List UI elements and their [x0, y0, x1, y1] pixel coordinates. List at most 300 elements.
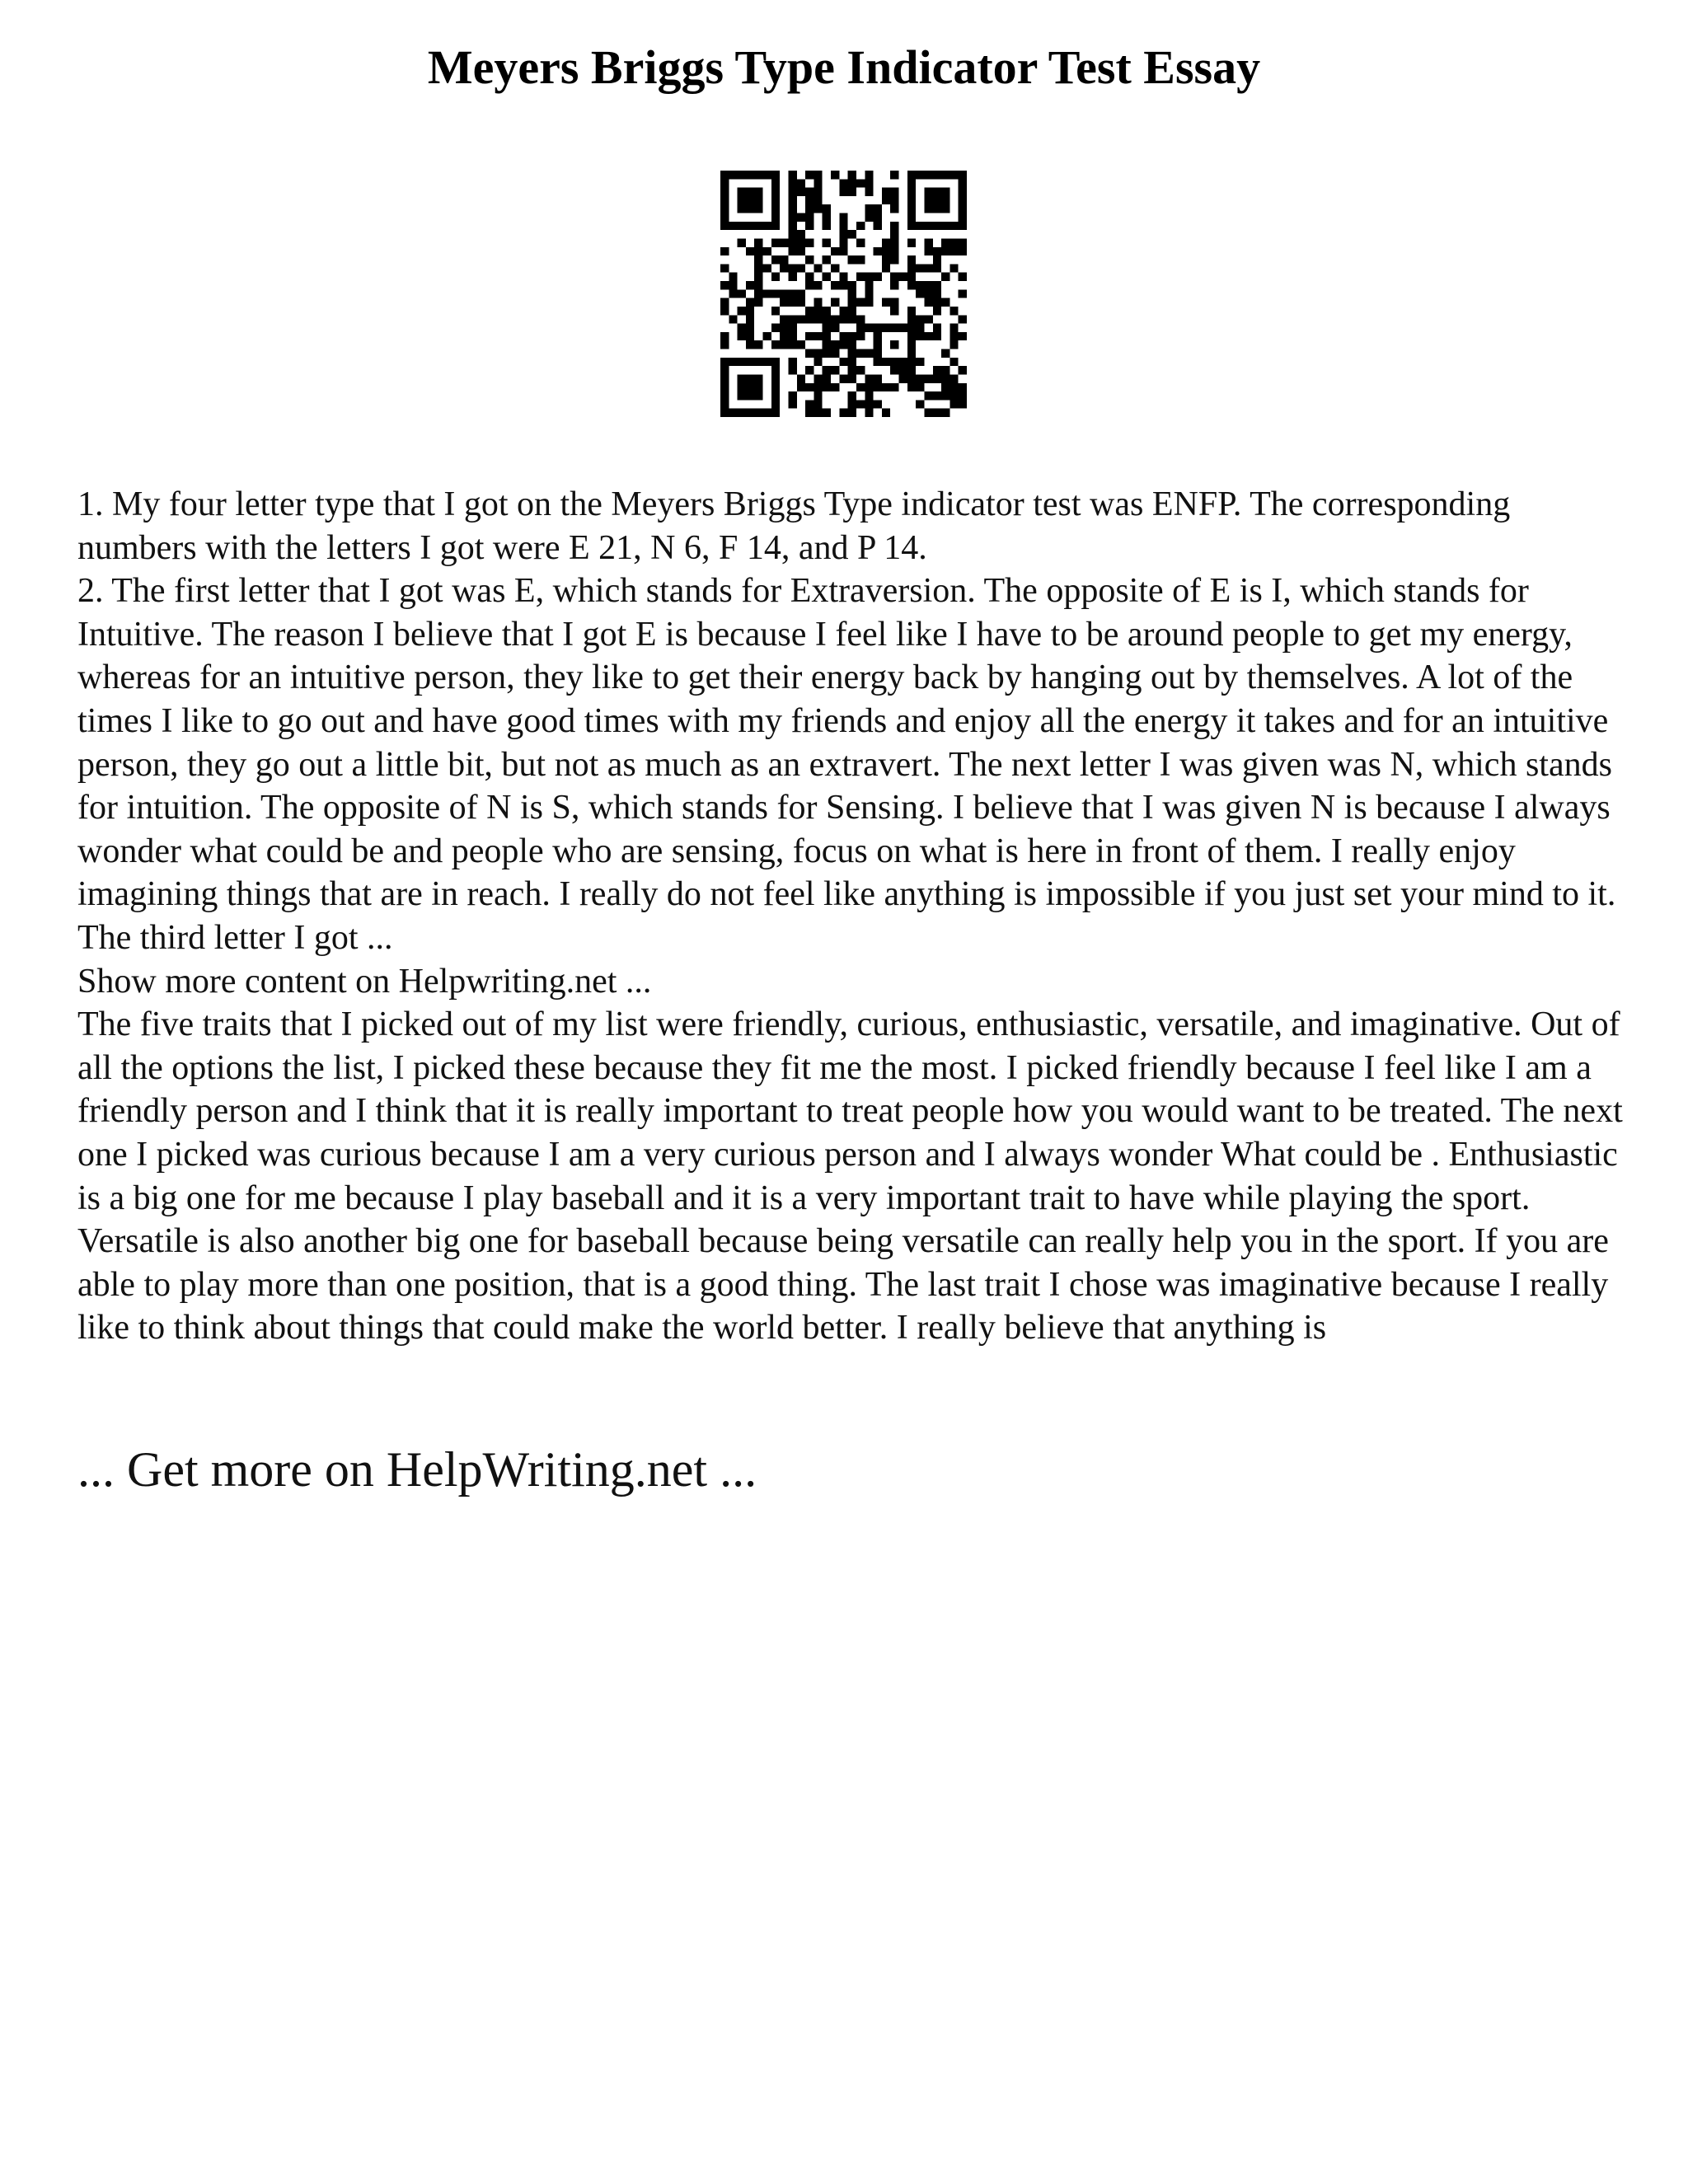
qr-module: [788, 324, 796, 332]
qr-module: [738, 391, 746, 400]
qr-module: [788, 298, 796, 307]
qr-module: [848, 289, 856, 298]
qr-module: [780, 289, 788, 298]
qr-module: [848, 171, 856, 179]
qr-module: [959, 238, 967, 246]
qr-module: [941, 366, 950, 374]
qr-module: [771, 358, 780, 366]
qr-module: [805, 400, 814, 408]
qr-module: [831, 171, 839, 179]
qr-module: [720, 204, 729, 213]
qr-module: [746, 188, 754, 196]
qr-module: [780, 315, 788, 323]
qr-module: [959, 171, 967, 179]
qr-module: [856, 238, 865, 246]
qr-module: [729, 409, 737, 417]
qr-module: [933, 264, 941, 272]
qr-module: [720, 281, 729, 289]
qr-module: [924, 281, 932, 289]
qr-module: [746, 222, 754, 230]
qr-module: [839, 409, 847, 417]
qr-module: [856, 273, 865, 281]
qr-module: [754, 374, 762, 382]
qr-module: [874, 273, 882, 281]
qr-module: [890, 340, 898, 349]
qr-module: [856, 383, 865, 391]
qr-module: [907, 340, 916, 349]
qr-module: [754, 391, 762, 400]
qr-module: [763, 171, 771, 179]
qr-module: [823, 340, 831, 349]
qr-module: [746, 332, 754, 340]
qr-module: [805, 255, 814, 264]
qr-module: [865, 383, 873, 391]
qr-module: [823, 349, 831, 358]
qr-module: [805, 196, 814, 204]
show-more-link[interactable]: Show more content on Helpwriting.net ...: [77, 962, 652, 1001]
qr-module: [941, 298, 950, 307]
qr-module: [924, 222, 932, 230]
qr-module: [959, 204, 967, 213]
qr-module: [882, 358, 890, 366]
qr-module: [754, 298, 762, 307]
qr-module: [848, 332, 856, 340]
qr-module: [720, 383, 729, 391]
qr-module: [720, 366, 729, 374]
qr-module: [933, 374, 941, 382]
qr-module: [720, 264, 729, 272]
qr-module: [874, 374, 882, 382]
qr-module: [771, 307, 780, 315]
qr-module: [805, 281, 814, 289]
qr-module: [865, 374, 873, 382]
qr-module: [865, 400, 873, 408]
qr-module: [874, 204, 882, 213]
qr-module: [738, 204, 746, 213]
qr-module: [754, 247, 762, 255]
qr-module: [941, 391, 950, 400]
qr-module: [805, 238, 814, 246]
qr-module: [788, 238, 796, 246]
qr-module: [959, 222, 967, 230]
essay-paragraph-3: The five traits that I picked out of my list were friendly, curious, enthusiastic, versatile, and imaginative. Out of all the options the list, I picked these because they fit me the most. I picked friendly because I feel like I am a friendly person and I think that it is really important to treat people how you would want to be treated. The next one I picked was curious because I am a very curious person and I always wonder What could be . Enthusiastic is a big one for me because I play baseball and it is a very important trait to have while playing the sport. Versatile is also another big one for baseball because being versatile can really help you in the sport. If you are able to play more than one position, that is a good thing. The last trait I chose was imaginative because I really like to think about things that could make the world better. I really believe that anything is: [77, 1005, 1623, 1347]
qr-module: [805, 349, 814, 358]
qr-module: [839, 332, 847, 340]
qr-module: [899, 273, 907, 281]
qr-module: [865, 213, 873, 222]
qr-module: [771, 179, 780, 187]
qr-module: [771, 204, 780, 213]
qr-module: [865, 391, 873, 400]
qr-module: [814, 400, 822, 408]
qr-module: [823, 204, 831, 213]
qr-module: [907, 366, 916, 374]
qr-module: [856, 400, 865, 408]
qr-module: [814, 315, 822, 323]
qr-module: [788, 332, 796, 340]
qr-module: [907, 281, 916, 289]
qr-module: [738, 238, 746, 246]
get-more-link[interactable]: ... Get more on HelpWriting.net ...: [77, 1442, 757, 1497]
qr-module: [882, 298, 890, 307]
qr-module: [874, 247, 882, 255]
qr-module: [950, 340, 958, 349]
qr-module: [780, 264, 788, 272]
qr-module: [941, 171, 950, 179]
qr-module: [805, 366, 814, 374]
qr-module: [746, 358, 754, 366]
qr-module: [754, 264, 762, 272]
qr-module: [814, 204, 822, 213]
qr-module: [814, 264, 822, 272]
qr-module: [839, 374, 847, 382]
qr-module: [865, 281, 873, 289]
qr-module: [797, 230, 805, 238]
qr-module: [754, 340, 762, 349]
qr-module: [738, 188, 746, 196]
qr-module: [848, 281, 856, 289]
qr-module: [848, 400, 856, 408]
qr-module: [907, 171, 916, 179]
qr-module: [763, 289, 771, 298]
qr-module: [831, 281, 839, 289]
qr-module: [788, 213, 796, 222]
qr-module: [839, 307, 847, 315]
qr-module: [788, 400, 796, 408]
qr-module: [805, 409, 814, 417]
qr-module: [771, 255, 780, 264]
qr-module: [814, 171, 822, 179]
qr-module: [933, 289, 941, 298]
qr-module: [890, 366, 898, 374]
qr-module: [823, 409, 831, 417]
qr-module: [823, 213, 831, 222]
qr-module: [890, 204, 898, 213]
qr-module: [907, 255, 916, 264]
qr-module: [899, 324, 907, 332]
qr-module: [720, 213, 729, 222]
qr-code-icon: [720, 171, 967, 417]
qr-module: [823, 383, 831, 391]
qr-module: [788, 289, 796, 298]
qr-module: [865, 349, 873, 358]
qr-module: [916, 315, 924, 323]
qr-module: [831, 298, 839, 307]
qr-module: [959, 273, 967, 281]
qr-module: [924, 391, 932, 400]
qr-module: [797, 383, 805, 391]
qr-module: [924, 264, 932, 272]
qr-module: [805, 307, 814, 315]
qr-module: [950, 383, 958, 391]
qr-module: [771, 383, 780, 391]
qr-module: [890, 222, 898, 230]
document-title: Meyers Briggs Type Indicator Test Essay: [427, 40, 1261, 94]
qr-module: [907, 383, 916, 391]
qr-module: [797, 298, 805, 307]
qr-module: [814, 332, 822, 340]
qr-module: [907, 222, 916, 230]
qr-module: [856, 179, 865, 187]
qr-module: [771, 289, 780, 298]
qr-module: [916, 281, 924, 289]
qr-module: [907, 273, 916, 281]
qr-module: [720, 307, 729, 315]
qr-module: [805, 273, 814, 281]
qr-module: [797, 238, 805, 246]
qr-module: [797, 289, 805, 298]
qr-module: [754, 409, 762, 417]
qr-module: [916, 332, 924, 340]
qr-module: [763, 358, 771, 366]
qr-module: [959, 315, 967, 323]
essay-body: [77, 483, 1627, 1350]
qr-module: [797, 213, 805, 222]
qr-module: [823, 307, 831, 315]
qr-module: [797, 374, 805, 382]
qr-module: [754, 171, 762, 179]
qr-module: [848, 255, 856, 264]
qr-module: [899, 374, 907, 382]
qr-module: [890, 238, 898, 246]
qr-module: [814, 281, 822, 289]
qr-module: [839, 188, 847, 196]
qr-module: [865, 204, 873, 213]
qr-module: [797, 188, 805, 196]
qr-module: [771, 400, 780, 408]
qr-module: [831, 264, 839, 272]
qr-module: [729, 358, 737, 366]
qr-module: [738, 289, 746, 298]
qr-module: [941, 204, 950, 213]
qr-module: [890, 324, 898, 332]
qr-module: [848, 340, 856, 349]
qr-module: [924, 247, 932, 255]
qr-module: [738, 222, 746, 230]
qr-module: [763, 264, 771, 272]
qr-module: [814, 298, 822, 307]
qr-module: [848, 315, 856, 323]
qr-module: [848, 298, 856, 307]
qr-module: [916, 358, 924, 366]
qr-module: [788, 171, 796, 179]
qr-module: [874, 213, 882, 222]
qr-module: [788, 315, 796, 323]
qr-module: [882, 238, 890, 246]
qr-module: [771, 196, 780, 204]
qr-module: [839, 222, 847, 230]
qr-module: [856, 255, 865, 264]
qr-module: [771, 171, 780, 179]
qr-module: [890, 230, 898, 238]
qr-module: [720, 196, 729, 204]
qr-module: [890, 171, 898, 179]
qr-module: [874, 340, 882, 349]
qr-module: [924, 409, 932, 417]
qr-module: [856, 366, 865, 374]
qr-module: [916, 400, 924, 408]
qr-module: [805, 332, 814, 340]
qr-module: [865, 324, 873, 332]
qr-module: [874, 383, 882, 391]
qr-module: [814, 196, 822, 204]
qr-module: [959, 383, 967, 391]
qr-module: [882, 188, 890, 196]
qr-module: [907, 213, 916, 222]
qr-module: [848, 188, 856, 196]
qr-module: [771, 340, 780, 349]
qr-module: [780, 298, 788, 307]
qr-module: [890, 247, 898, 255]
qr-module: [924, 238, 932, 246]
qr-module: [907, 374, 916, 382]
qr-module: [720, 179, 729, 187]
qr-module: [874, 324, 882, 332]
qr-module: [856, 324, 865, 332]
qr-module: [899, 366, 907, 374]
qr-module: [788, 188, 796, 196]
qr-module: [754, 196, 762, 204]
qr-module: [916, 324, 924, 332]
qr-module: [907, 358, 916, 366]
qr-module: [848, 374, 856, 382]
qr-module: [874, 400, 882, 408]
qr-module: [823, 255, 831, 264]
qr-module: [831, 383, 839, 391]
qr-module: [959, 289, 967, 298]
qr-module: [950, 171, 958, 179]
qr-module: [839, 358, 847, 366]
qr-module: [805, 188, 814, 196]
qr-module: [950, 247, 958, 255]
qr-module: [865, 273, 873, 281]
qr-module: [959, 179, 967, 187]
qr-module: [746, 340, 754, 349]
qr-module: [882, 383, 890, 391]
qr-module: [738, 332, 746, 340]
qr-module: [950, 222, 958, 230]
qr-module: [738, 409, 746, 417]
qr-module: [788, 264, 796, 272]
qr-module: [950, 264, 958, 272]
qr-module: [797, 179, 805, 187]
qr-module: [856, 349, 865, 358]
qr-module: [814, 307, 822, 315]
qr-module: [941, 374, 950, 382]
qr-module: [738, 307, 746, 315]
qr-module: [907, 196, 916, 204]
qr-module: [950, 307, 958, 315]
qr-module: [933, 171, 941, 179]
qr-module: [771, 213, 780, 222]
qr-module: [788, 247, 796, 255]
qr-module: [882, 255, 890, 264]
qr-module: [754, 358, 762, 366]
qr-module: [805, 171, 814, 179]
qr-module: [933, 196, 941, 204]
qr-module: [831, 247, 839, 255]
qr-module: [814, 179, 822, 187]
qr-module: [831, 366, 839, 374]
qr-module: [882, 264, 890, 272]
qr-module: [848, 358, 856, 366]
qr-module: [941, 238, 950, 246]
qr-module: [933, 222, 941, 230]
qr-module: [907, 315, 916, 323]
qr-module: [941, 188, 950, 196]
qr-module: [933, 298, 941, 307]
qr-module: [890, 196, 898, 204]
qr-module: [720, 409, 729, 417]
qr-module: [950, 391, 958, 400]
qr-module: [754, 281, 762, 289]
qr-module: [848, 349, 856, 358]
qr-module: [771, 324, 780, 332]
qr-module: [823, 374, 831, 382]
qr-module: [780, 255, 788, 264]
qr-module: [899, 358, 907, 366]
qr-module: [746, 281, 754, 289]
qr-module: [738, 358, 746, 366]
qr-module: [924, 289, 932, 298]
qr-module: [729, 281, 737, 289]
qr-module: [874, 358, 882, 366]
qr-module: [933, 332, 941, 340]
qr-module: [882, 196, 890, 204]
qr-module: [823, 324, 831, 332]
qr-module: [924, 171, 932, 179]
qr-module: [788, 358, 796, 366]
qr-module: [780, 238, 788, 246]
qr-module: [797, 247, 805, 255]
qr-module: [797, 340, 805, 349]
qr-module: [823, 222, 831, 230]
qr-module: [771, 409, 780, 417]
qr-module: [788, 222, 796, 230]
qr-module: [959, 332, 967, 340]
qr-module: [856, 222, 865, 230]
qr-module: [720, 332, 729, 340]
qr-module: [831, 324, 839, 332]
qr-module: [738, 324, 746, 332]
qr-module: [916, 289, 924, 298]
qr-module: [874, 332, 882, 340]
qr-module: [950, 238, 958, 246]
qr-module: [856, 332, 865, 340]
qr-module: [950, 400, 958, 408]
qr-module: [754, 289, 762, 298]
qr-module: [831, 315, 839, 323]
qr-module: [865, 188, 873, 196]
qr-module: [907, 264, 916, 272]
qr-module: [890, 358, 898, 366]
qr-module: [941, 349, 950, 358]
qr-module: [788, 196, 796, 204]
qr-module: [720, 247, 729, 255]
qr-module: [890, 298, 898, 307]
qr-module: [907, 349, 916, 358]
qr-module: [763, 332, 771, 340]
qr-module: [933, 324, 941, 332]
qr-module: [729, 273, 737, 281]
qr-module: [738, 383, 746, 391]
qr-module: [950, 324, 958, 332]
qr-module: [720, 298, 729, 307]
qr-module: [771, 188, 780, 196]
qr-module: [839, 179, 847, 187]
qr-module: [916, 171, 924, 179]
qr-module: [720, 222, 729, 230]
